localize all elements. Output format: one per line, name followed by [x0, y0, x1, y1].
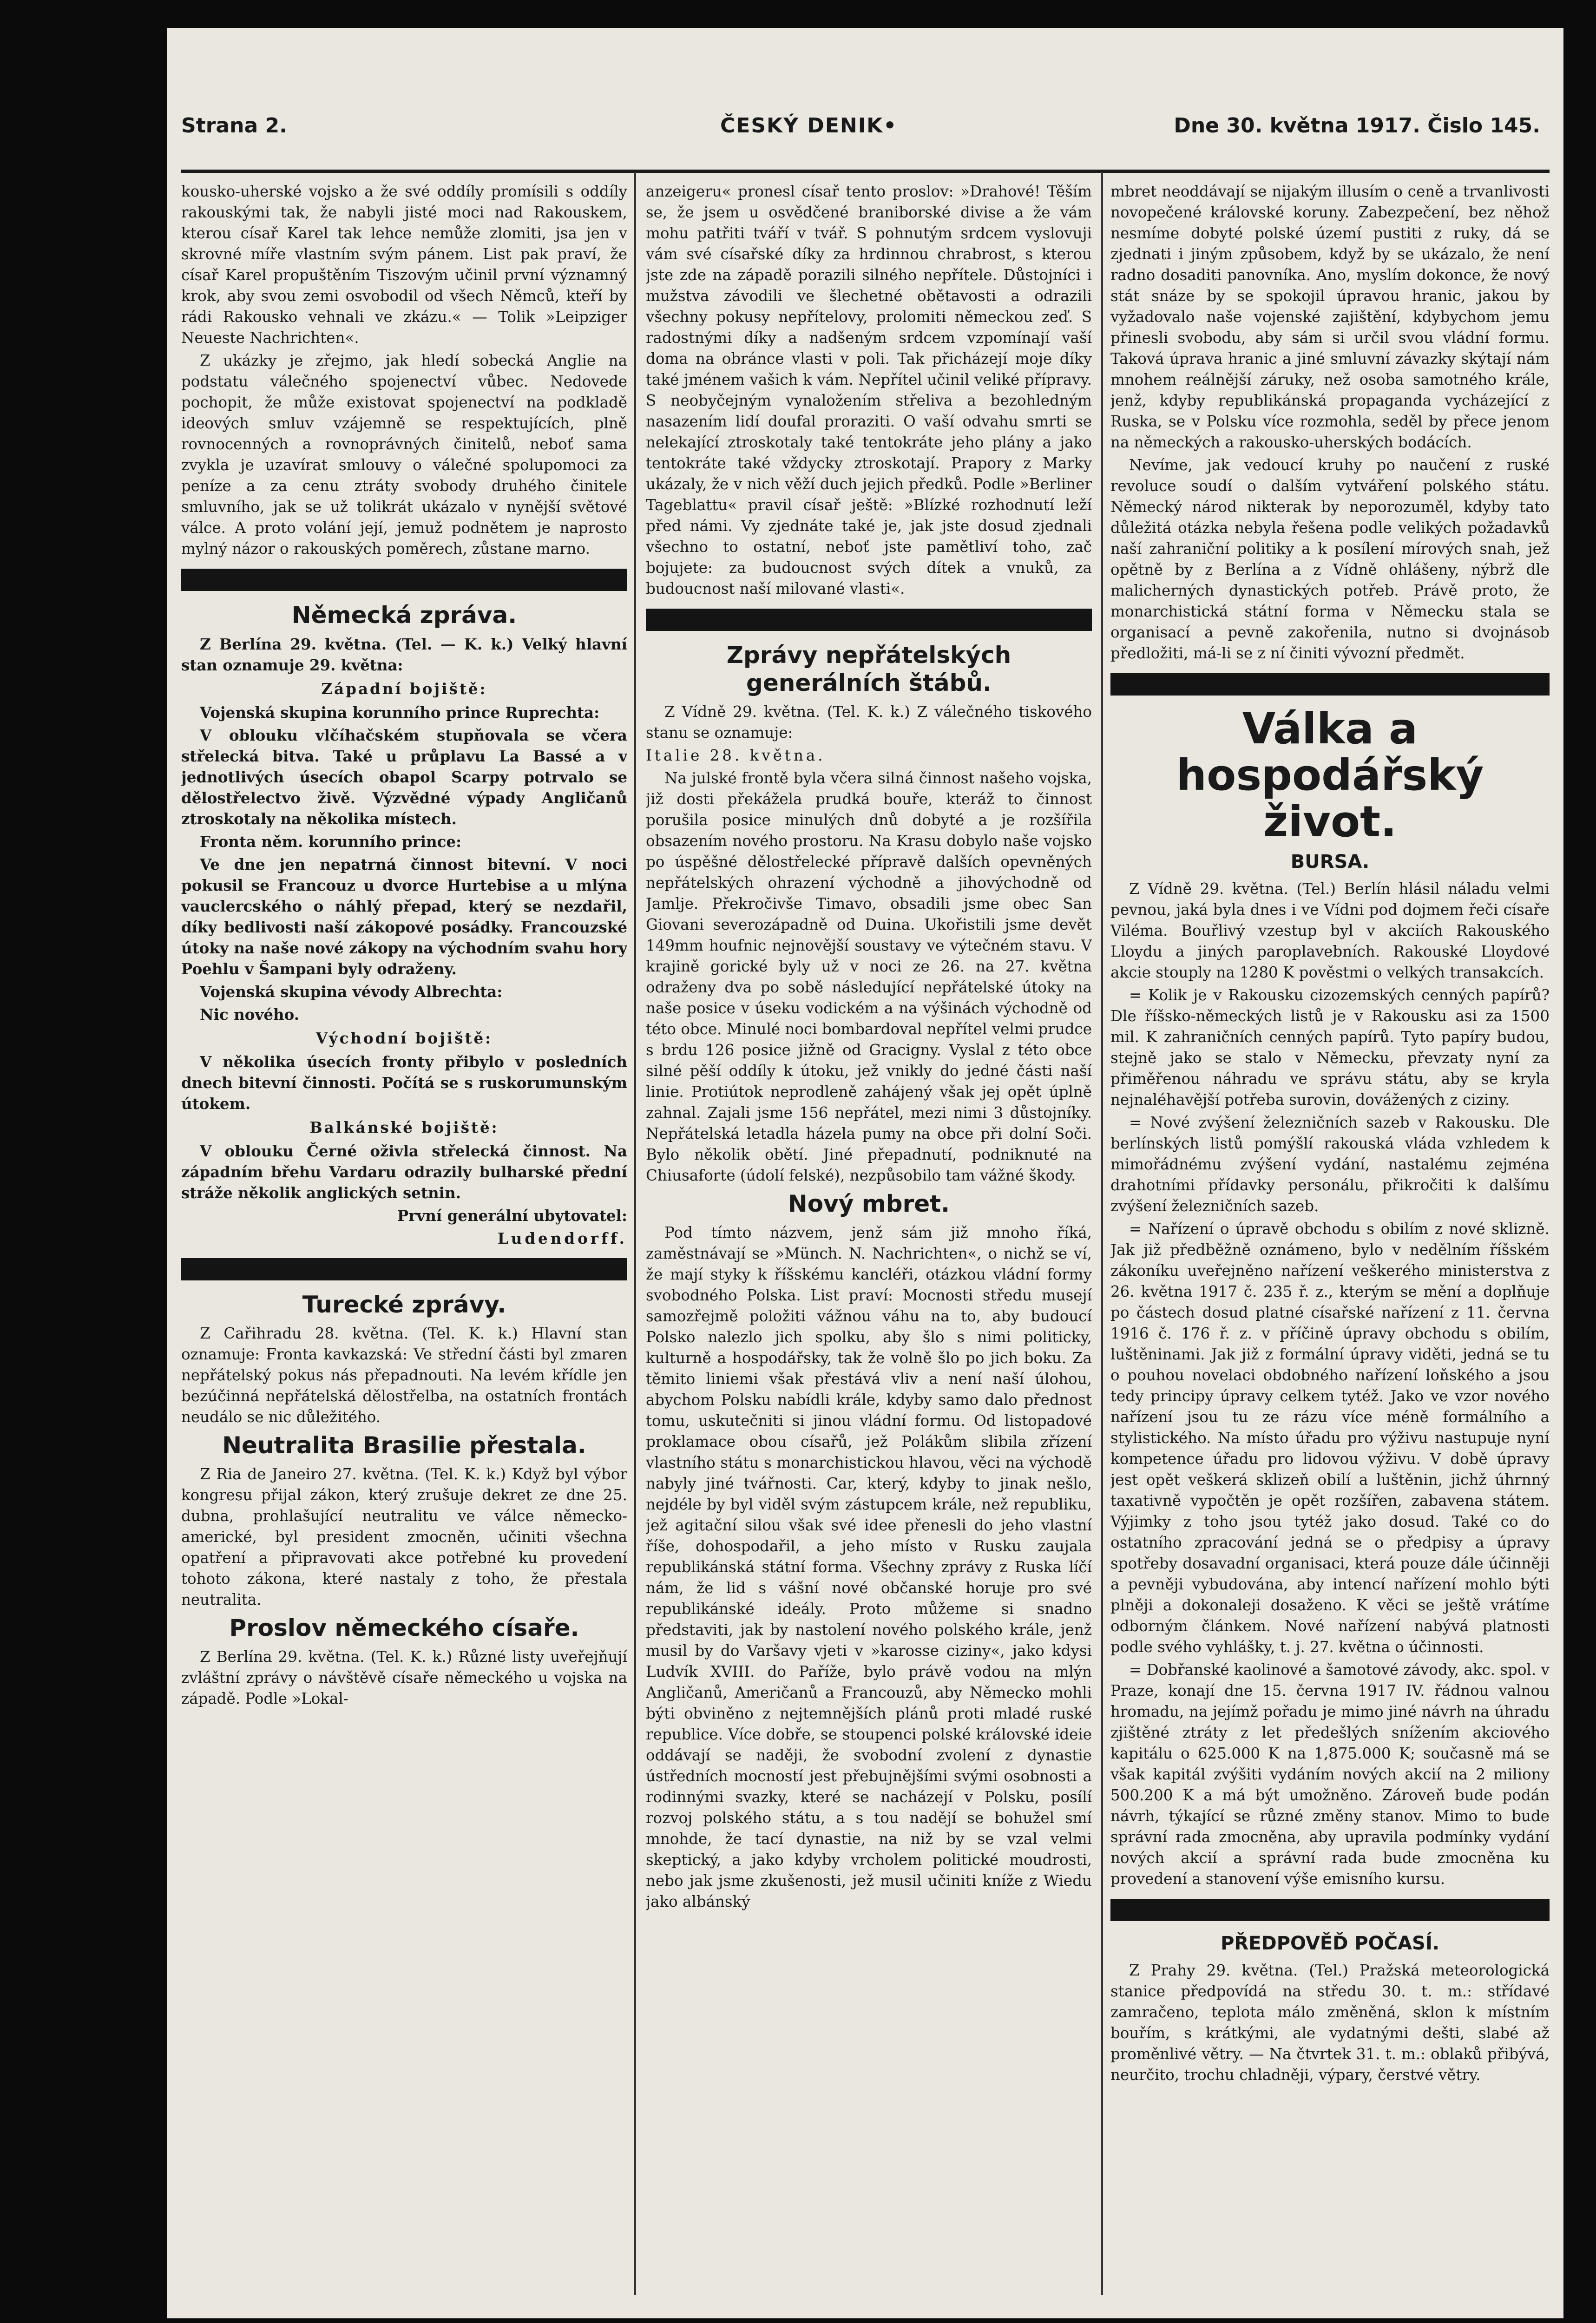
article-heading: Turecké zprávy. — [302, 1291, 506, 1318]
signature-name: Ludendorff. — [497, 1229, 627, 1247]
news-item: = Dobřanské kaolinové a šamotové závody, akc. spol. v Praze, konají dne 15. června 1917 IV. řádnou valnou hromadu, na jejímž pořadu je mimo jiné návrh na úhradu zjištěné ztráty z let předešlých snížením akciového kapitálu o 625.000 K na 1,875.000 K; současně má se však kapitál zvýšiti vydáním nových akcií na 2 miliony 500.200 K a má být umožněno. Zároveň bude podán návrh, týkající se různé změny stanov. Mimo to bude správní rada zmocněna, aby upravila podmínky vydání nových akcií a správní rada bude zmocněna ku provedení a stanovení výše emisního kursu. — [1110, 1661, 1550, 1888]
section-divider — [181, 1258, 627, 1280]
section-divider — [181, 569, 627, 591]
article-heading: Zprávy nepřátelských generálních štábů. — [726, 642, 1011, 696]
article-text: Z Prahy 29. května. (Tel.) Pražská meteorologická stanice předpovídá na středu 30. t. m.: střídavé zamračeno, teplota málo změněná, sklon k místním bouřím, s krátkými, ale vydatnými dešti, slabé až proměnlivé větry. — Na čtvrtek 31. t. m.: oblaků přibývá, neurčito, trochu chladněji, výpary, čerstvé větry. — [1110, 1962, 1550, 2084]
article-text: Z Ria de Janeiro 27. května. (Tel. K. k.) Když byl výbor kongresu přijal zákon, který zrušuje dekret ze dne 25. dubna, prohlašující neutralitu ve válce německo-americké, byl president zmocněn, učiniti všechna opatření a připravovati akce potřebné ku provedení tohoto zákona, které nastaly z toho, že přestala neutralita. — [181, 1465, 627, 1608]
article-heading: PŘEDPOVĚĎ POČASÍ. — [1221, 1933, 1439, 1954]
section-heading: Válka a hospodářský život. — [1176, 704, 1484, 847]
article-text: Z Cařihradu 28. května. (Tel. K. k.) Hlavní stan oznamuje: Fronta kavkazská: Ve střední části byl zmaren nepřátelský pokus nás přepadnouti. Na levém křídle jen bezúčinná nepřátelská dělostřelba, na ostatních frontách neudálo se nic důležitého. — [181, 1325, 627, 1426]
signature-title: První generální ubytovatel: — [397, 1207, 627, 1225]
article-text: anzeigeru« pronesl císař tento proslov: »Drahové! Těším se, že jsem u osvědčené braniborské divise a že vám mohu patřiti tváří v tvář. S pohnutým srdcem vyslovuji vám své císařské díky za hrdinnou chrabrost, s kterou jste zde na západě porazili silného nepřítele. Důstojníci i mužstva závodili ve šlechetné obětavosti a odrazili všechny pokusy nepřítelovy, prolomiti německou zeď. S radostnými díky a nadšeným srdcem vzpomínají vaší doma na obránce vlasti v poli. Tak přicházejí moje díky také jménem vašich k vám. Nepřítel učinil veliké přípravy. S neobyčejným vynaložením střeliva a bezohledným nasazením lidí doufal proraziti. O vaší odvahu smrti se nelekající ztroskotaly také tentokráte jeho plány a jako tentokráte také vždycky ztroskotají. Prapory z Marky ukázaly, že v nich věží duch jejich předků. Podle »Berliner Tageblattu« pravil císař ještě: »Blízké rozhodnutí leží před námi. Vy zjednáte také je, jak jste dosud zjednali všechno to ostatní, neboť jste pamětliví toho, zač bojujete: za budoucnost svých dítek a vnuků, za budoucnost naší milované vlasti«. — [646, 183, 1092, 597]
article-text: V několika úsecích fronty přibylo v posledních dnech bitevní činnosti. Počítá se s ruskorumunským útokem. — [181, 1053, 627, 1113]
section-subheading: Balkánské bojiště: — [309, 1118, 499, 1136]
article-text: kousko-uherské vojsko a že své oddíly promísili s oddíly rakouskými tak, že nabyli jisté moci nad Rakouskem, kterou císař Karel tak lehce nemůže zlomiti, jsa jen v skrovné míře vlastním svým pánem. List pak praví, že císař Karel propuštěním Tiszovým učinil první významný krok, aby svou zemi osvobodil od všech Němců, kteří by rádi Rakousko vehnali ve zkázu.« — Tolik »Leipziger Neueste Nachrichten«. — [181, 183, 627, 347]
article-text: Pod tímto názvem, jenž sám již mnoho říká, zaměstnávají se »Münch. N. Nachrichten«, o nichž se ví, že mají styky k říšskému kancléři, otázkou vládní formy svobodného Polska. List praví: Mocnosti středu musejí samozřejmě položiti vážnou váhu na to, aby budoucí Polsko nalezlo jich spolku, aby šlo s nimi politicky, kulturně a hospodářsky, tak že volně šlo po jich boku. Za těmito liniemi však přestává vliv a není naší úlohou, abychom Polsku nabídli krále, kdyby samo dalo přednost tomu, uskutečniti si jinou vládní formu. Od listopadové proklamace obou císařů, jež Polákům slibila zřízení vlastního státu s monarchistickou hlavou, věci na východě nabyly jiné tvářnosti. Car, který, kdyby to jinak nešlo, nejdéle by byl viděl svým zástupcem krále, než republiku, jež agitační silou však své idee přenesli do jeho vlastní říše, dohospodařil, a jeho místo v Rusku zaujala republikánská státní forma. Všechny zprávy z Ruska líčí nám, že lid s vášní nové občanské horuje pro své republikánské ideály. Proto můžeme si snadno představiti, jak by nastolení nového polského krále, jenž musil by do Varšavy vjeti v »karosse ciziny«, jako kdysi Ludvík XVIII. do Paříže, bylo právě vodou na mlýn Angličanů, Američanů a Francouzů, aby Německo mohli býti obviněno z nejtemnějších plánů proti mladé ruské republice. Více dobře, se stoupenci polské královské ideie oddávají se naději, že svobodní zvolení z dynastie ústředních mocností jest přebujnějšími svými osobnosti a rodinnými svazky, které se nacházejí v Polsku, posílí rozvoj polského státu, a s tou nadějí se bohužel smí mnohde, že tací dynastie, na niž by se vzal velmi skeptický, a jako kdyby vrcholem politické moudrosti, nebo jak jsme zkušenosti, jež musil učiniti kníže z Wiedu jako albánský — [646, 1224, 1092, 1910]
section-subheading: BURSA. — [1290, 851, 1370, 873]
article-text: Nic nového. — [200, 1005, 300, 1024]
article-text: V oblouku Černé oživla střelecká činnost. Na západním břehu Vardaru odrazily bulharské přední stráže několik anglických setnin. — [181, 1142, 627, 1202]
page-number: Strana 2. — [181, 114, 287, 138]
article-text: Z ukázky je zřejmo, jak hledí sobecká Anglie na podstatu válečného spojenectví vůbec. Nedovede pochopit, že může existovat spojenectví na podkladě ideových smluv vzájemně se respektujících, plně rovnocenných a rovnoprávných činitelů, neboť sama zvykla je uzavírat smlouvy o válečné spolupomoci za peníze a za cenu ztráty svobody druhého činitele smluvního, jak se už tolikrát ukázalo v nynější světové válce. A proto volání její, jemuž podnětem je naprosto mylný názor o rakouských poměrech, zůstane marno. — [181, 352, 627, 558]
article-text: Ve dne jen nepatrná činnost bitevní. V noci pokusil se Francouz u dvorce Hurtebise a u mlýna vauclercského o náhlý přepad, který se nezdařil, díky bedlivosti naší zákopové posádky. Francouzské útoky na naše nové zákopy na východním svahu hory Poehlu v Šampani byly odraženy. — [181, 855, 627, 978]
article-text: Nevíme, jak vedoucí kruhy po naučení z ruské revoluce soudí o dalším vytváření polského státu. Německý národ nikterak by neporozuměl, kdyby tato důležitá otázka nebyla řešena podle velikých požadavků naší zahraniční politiky a k posílení mírových snah, jež opětně by z Berlína a z Vídně ohlášeny, nýbrž dle malicherných dynastických potřeb. Právě proto, že monarchistická státní forma v Německu stala se organisací a pevně zakořenila, nutno si dvojnásob předložiti, má-li se z ní činiti vývozní předmět. — [1110, 456, 1550, 662]
article-text: Z Berlína 29. května. (Tel. K. k.) Různé listy uveřejňují zvláštní zprávy o návštěvě císaře německého u vojska na západě. Podle »Lokal- — [181, 1648, 627, 1707]
section-subheading: Italie 28. května. — [646, 747, 826, 764]
section-subheading: Vojenská skupina vévody Albrechta: — [200, 983, 503, 1001]
article-heading: Neutralita Brasilie přestala. — [222, 1432, 586, 1459]
column-3 — [1110, 181, 1550, 2300]
news-item: = Nové zvýšení železničních sazeb v Rakousku. Dle berlínských listů pomýšlí rakouská vláda vzhledem k mimořádnému zvýšení vydání, nastalému zejména drahotními přídavky personálu, přikročiti k dalšímu zvýšení železničních sazeb. — [1110, 1114, 1550, 1215]
newspaper-page — [167, 28, 1563, 2318]
masthead — [181, 105, 1550, 173]
column-rule-1 — [634, 172, 636, 2295]
section-subheading: Fronta něm. korunního prince: — [200, 833, 462, 851]
section-divider — [1110, 1899, 1550, 1921]
article-text: mbret neoddávají se nijakým illusím o ceně a trvanlivosti novopečené královské koruny. Zabezpečení, bez něhož nesmíme dobyté polské území pustiti z ruky, dá se zjednati i jiným způsobem, když by se ukázalo, že není radno dosaditi panovníka. Ano, myslím dokonce, že nový stát snáze by se spokojil úpravou hranic, jakou by vyžadovalo naše vojenské zajištění, kdybychom jemu přinesli svobodu, aby sám si určil svou vládní formu. Taková úprava hranic a jiné smluvní závazky skýtají nám mnohem reálnější záruky, než osoba samotného krále, jenž, kdyby republikánská propaganda vycházející z Ruska, se v Polsku více rozmohla, seděl by přece jenom na německých a rakousko-uherských bodácích. — [1110, 183, 1550, 451]
section-divider — [646, 609, 1092, 631]
article-lead: Z Berlína 29. května. (Tel. — K. k.) Velký hlavní stan oznamuje 29. května: — [181, 635, 627, 674]
article-heading: Proslov německého císaře. — [229, 1614, 579, 1641]
article-text: Z Vídně 29. května. (Tel.) Berlín hlásil náladu velmi pevnou, jaká byla dnes i ve Vídni pod dojmem řeči císaře Viléma. Bouřlivý vzestup byl v akciích Rakouského Lloydu a jiných paroplavebních. Rakouské Lloydové akcie stouply na 1280 K pověstmi o velkých transakcích. — [1110, 880, 1550, 981]
article-heading: Německá zpráva. — [291, 602, 517, 629]
column-1 — [181, 181, 627, 2300]
article-text: Vojenská skupina korunního prince Ruprechta: — [200, 703, 600, 722]
article-heading: Nový mbret. — [788, 1190, 950, 1217]
column-rule-2 — [1101, 172, 1103, 2295]
section-subheading: Východní bojiště: — [315, 1029, 493, 1047]
news-item: = Kolik je v Rakousku cizozemských cenných papírů? Dle říšsko-německých listů je v Rakousku asi za 1500 mil. K zahraničních cenných papírů. Tyto papíry budou, stejně jako se stalo v Německu, převzaty nyní za přiměřenou náhradu ve správu státu, aby se kryla nejnaléhavější potřeba surovin, dovážených z ciziny. — [1110, 986, 1550, 1109]
section-divider — [1110, 673, 1550, 696]
article-text: Na julské frontě byla včera silná činnost našeho vojska, již dosti překážela prudká bouře, kteráž to činnost porušila posice minulých dnů dobyté a je rozšířila obsazením nového prostoru. Na Krasu dobylo naše vojsko po úspěšné dělostřelecké přípravě dalších opevněných nepřátelských ohrazení východně a jihovýchodně od Jamlje. Překročivše Timavo, obsadili jsme obec San Giovani severozápadně od Duina. Ukořistili jsme devět 149mm houfnic nejnovější soustavy ve výtečném stavu. V krajině gorické byly už v noci ze 26. na 27. května odraženy dva po sobě následující nepřátelské útoky na naše posice v úseku vodickém a na výšinách východně od této obce. Minulé noci bombardoval nepřítel velmi prudce s brdu 126 posice jižně od Gracigny. Vyslal z této obce silné pěší oddíly k útoku, jež vnikly do jedné části naší linie. Protiútok neprodleně zahájený však jej opět úplně zahnal. Zajali jsme 156 nepřátel, mezi nimi 3 důstojníky. Nepřátelská letadla házela pumy na obce při dolní Soči. Bylo několik obětí. Jiné přepadnutí, podniknuté na Chiusaforte (údolí felské), nezpůsobilo tam vážné škody. — [646, 769, 1092, 1184]
article-text: V oblouku vlčíhačském stupňovala se včera střelecká bitva. Také u průplavu La Bassé a v jednotlivých úsecích obapol Scarpy potrvalo se dělostřelectvo živě. Výzvědné výpady Angličanů ztroskotaly na několika místech. — [181, 726, 627, 828]
newspaper-title: ČESKÝ DENIK• — [720, 114, 898, 138]
news-item: = Nařízení o úpravě obchodu s obilím z nové sklizně. Jak již předběžně oznámeno, bylo v nedělním říšském zákoníku uveřejněno nařízení veškerého ministerstva z 26. května 1917 č. 235 ř. z., kterým se mění a doplňuje po částech dosud platné císařské nařízení z 11. června 1916 č. 176 ř. z. v příčině úpravy obchodu s obilím, luštěninami. Jak již z formální úpravy viděti, jedná se tu o pouhou novelaci obdobného nařízení loňského a jsou tedy principy úpravy celkem tytéž. Jako ve vzor nového nařízení jsou tu ze rázu více méně formálního a stylistického. Na místo úřadu pro výživu nastupuje nyní kompetence úřadu pro lidovou výživu. V době úpravy jest opět veškerá sklizeň obilí a luštěnin, jichž úhrnný taxativně vypočtěn je opět rozšířen, zabavena státem. Výjimky z toho jsou tytéž jako dosud. Také co do ostatního zpracování jedná se o předpisy a úpravy spotřeby dosavadní organisaci, která pouze dále účinněji a pevněji vybudována, aby intencí nařízení mohlo býti plněji a dokonaleji dosaženo. K věci se ještě vrátíme odborným článkem. Nové nařízení nabývá platnosti podle svého vyhlášky, t. j. 27. května o účinnosti. — [1110, 1220, 1550, 1656]
article-lead: Z Vídně 29. května. (Tel. K. k.) Z válečného tiskového stanu se oznamuje: — [646, 703, 1092, 742]
section-subheading: Západní bojiště: — [321, 680, 487, 698]
column-2 — [646, 181, 1092, 2300]
issue-date: Dne 30. května 1917. Čislo 145. — [1174, 114, 1540, 138]
